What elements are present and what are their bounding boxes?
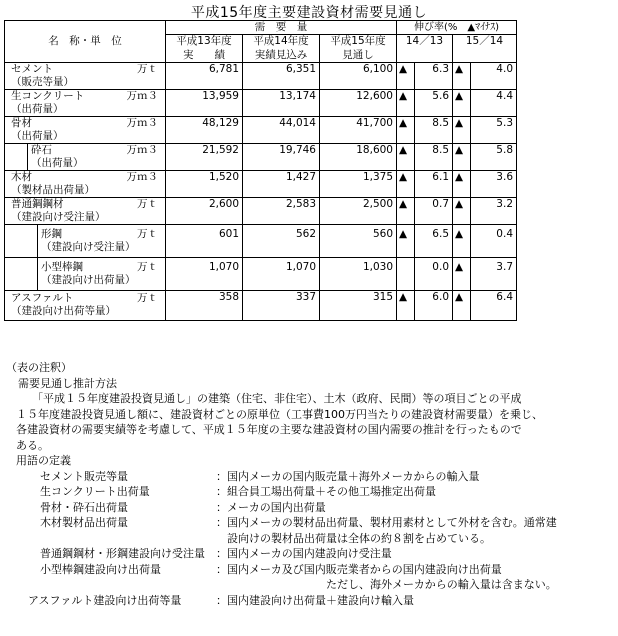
table-cell: 1,375 [320, 171, 397, 198]
minus-marker: ▲ [453, 225, 471, 258]
row-section-steel-name: 形鋼 万ｔ （建設向け受注量） [5, 225, 166, 258]
table-cell: 1,427 [243, 171, 320, 198]
minus-marker: ▲ [453, 117, 471, 144]
table-cell: 5.3 [471, 117, 517, 144]
table-cell: 601 [166, 225, 243, 258]
row-asphalt-name: アスファルト 万ｔ （建設向け出荷等量） [5, 291, 166, 321]
table-cell: 2,583 [243, 198, 320, 225]
table-cell: 6,781 [166, 63, 243, 90]
minus-marker: ▲ [397, 225, 415, 258]
term-definition: ：国内メーカの製材品出荷量、製材用素材として外材を含む。通常建 [216, 516, 557, 529]
minus-marker: ▲ [397, 198, 415, 225]
table-cell: 4.0 [471, 63, 517, 90]
page-title: 平成15年度主要建設資材需要見通し [190, 5, 428, 21]
minus-marker: ▲ [397, 63, 415, 90]
table-cell: 21,592 [166, 144, 243, 171]
notes-section [6, 360, 614, 611]
header-growth: 伸び率(% ▲ﾏｲﾅｽ) [397, 21, 517, 35]
row-timber-name: 木材 万ｍ３ （製材品出荷量） [5, 171, 166, 198]
table-cell: 560 [320, 225, 397, 258]
row-small-bar-steel-name: 小型棒鋼 万ｔ （建設向け出荷量） [5, 258, 166, 291]
term-definition: ：国内メーカ及び国内販売業者からの国内建設向け出荷量 [216, 562, 502, 576]
header-fy15-line1: 平成15年度 [320, 35, 397, 49]
minus-marker: ▲ [397, 117, 415, 144]
row-aggregate-name: 骨材 万ｍ３ （出荷量） [5, 117, 166, 144]
table-cell: 6,100 [320, 63, 397, 90]
minus-marker: ▲ [453, 171, 471, 198]
table-cell: 3.6 [471, 171, 517, 198]
minus-marker: ▲ [397, 90, 415, 117]
table-cell: 44,014 [243, 117, 320, 144]
minus-marker: ▲ [453, 90, 471, 117]
term-definition: 設向けの製材品出荷量は全体の約８割を占めている。 [227, 531, 491, 545]
term-label: 木材製材品出荷量 [40, 516, 128, 529]
table-cell: 13,174 [243, 90, 320, 117]
header-fy14-line2: 実績見込み [243, 49, 320, 63]
term-label: 骨材・砕石出荷量 [40, 500, 128, 514]
term-definition: ただし、海外メーカからの輸入量は含まない。 [326, 578, 557, 591]
header-growth-1413: 14／13 [397, 35, 453, 63]
method-line: 各建設資材の需要実績等を考慮して、平成１５年度の主要な建設資材の国内需要の推計を行ったもので [16, 423, 522, 436]
method-title: 需要見通し推計方法 [18, 376, 117, 390]
table-cell: 13,959 [166, 90, 243, 117]
row-cement-name: セメント 万ｔ （販売等量） [5, 63, 166, 90]
minus-marker: ▲ [453, 258, 471, 291]
minus-marker: ▲ [453, 198, 471, 225]
table-cell: 2,600 [166, 198, 243, 225]
header-growth-1514: 15／14 [453, 35, 517, 63]
table-cell: 358 [166, 291, 243, 321]
table-cell: 1,030 [320, 258, 397, 291]
terms-list [6, 469, 614, 611]
minus-marker: ▲ [397, 291, 415, 321]
minus-marker [397, 258, 415, 291]
table-cell: 562 [243, 225, 320, 258]
table-cell: 6.3 [415, 63, 453, 90]
minus-marker: ▲ [397, 171, 415, 198]
table-cell: 6.0 [415, 291, 453, 321]
table-cell: 3.2 [471, 198, 517, 225]
table-cell: 4.4 [471, 90, 517, 117]
term-label: 小型棒鋼建設向け出荷量 [40, 562, 161, 576]
table-cell: 315 [320, 291, 397, 321]
minus-marker: ▲ [453, 291, 471, 321]
table-cell: 6.4 [471, 291, 517, 321]
terms-title: 用語の定義 [16, 454, 71, 467]
table-cell: 5.8 [471, 144, 517, 171]
table-cell: 8.5 [415, 117, 453, 144]
table-cell: 6.5 [415, 225, 453, 258]
table-cell: 1,520 [166, 171, 243, 198]
table-cell: 0.0 [415, 258, 453, 291]
table-cell: 41,700 [320, 117, 397, 144]
table-cell: 6.1 [415, 171, 453, 198]
term-definition: ：組合員工場出荷量＋その他工場推定出荷量 [216, 485, 436, 498]
table-cell: 1,070 [243, 258, 320, 291]
term-label: セメント販売等量 [40, 469, 128, 483]
table-cell: 3.7 [471, 258, 517, 291]
minus-marker: ▲ [453, 63, 471, 90]
term-definition: ：国内メーカの国内販売量＋海外メーカからの輸入量 [216, 469, 480, 483]
table-cell: 0.7 [415, 198, 453, 225]
header-name-unit: 名 称・単 位 [5, 21, 166, 63]
header-fy14-line1: 平成14年度 [243, 35, 320, 49]
table-cell: 18,600 [320, 144, 397, 171]
table-cell: 0.4 [471, 225, 517, 258]
header-fy13-line2: 実 績 [166, 49, 243, 63]
term-definition: ：メーカの国内出荷量 [216, 500, 326, 514]
table-cell: 2,500 [320, 198, 397, 225]
term-label: 普通鋼鋼材・形鋼建設向け受注量 [40, 547, 205, 560]
table-cell: 19,746 [243, 144, 320, 171]
header-demand: 需 要 量 [166, 21, 397, 35]
table-cell: 12,600 [320, 90, 397, 117]
minus-marker: ▲ [453, 144, 471, 171]
method-line: 「平成１５年度建設投資見通し」の建築（住宅、非住宅）、土木（政府、民間）等の項目ごとの平成 [32, 392, 522, 405]
row-steel-name: 普通鋼鋼材 万ｔ （建設向け受注量） [5, 198, 166, 225]
header-fy13-line1: 平成13年度 [166, 35, 243, 49]
minus-marker: ▲ [397, 144, 415, 171]
table-cell: 337 [243, 291, 320, 321]
table-cell: 1,070 [166, 258, 243, 291]
row-crushed-stone-name: 砕石 万ｍ３ （出荷量） [5, 144, 166, 171]
method-line: ある。 [16, 438, 49, 452]
term-label: アスファルト建設向け出荷等量 [28, 593, 182, 607]
table-cell: 5.6 [415, 90, 453, 117]
table-cell: 6,351 [243, 63, 320, 90]
table-cell: 8.5 [415, 144, 453, 171]
row-ready-mixed-concrete-name: 生コンクリート 万ｍ３ （出荷量） [5, 90, 166, 117]
demand-table [4, 20, 517, 321]
table-cell: 48,129 [166, 117, 243, 144]
method-line: １５年度建設投資見通し額に、建設資材ごとの原単位（工事費100万円当たりの建設資材需要量）を乗じ、 [16, 407, 543, 421]
header-fy15-line2: 見通し [320, 49, 397, 63]
term-definition: ：国内建設向け出荷量＋建設向け輸入量 [216, 593, 414, 607]
notes-heading: （表の注釈） [6, 361, 72, 374]
term-definition: ：国内メーカの国内建設向け受注量 [216, 547, 392, 560]
term-label: 生コンクリート出荷量 [40, 485, 150, 498]
